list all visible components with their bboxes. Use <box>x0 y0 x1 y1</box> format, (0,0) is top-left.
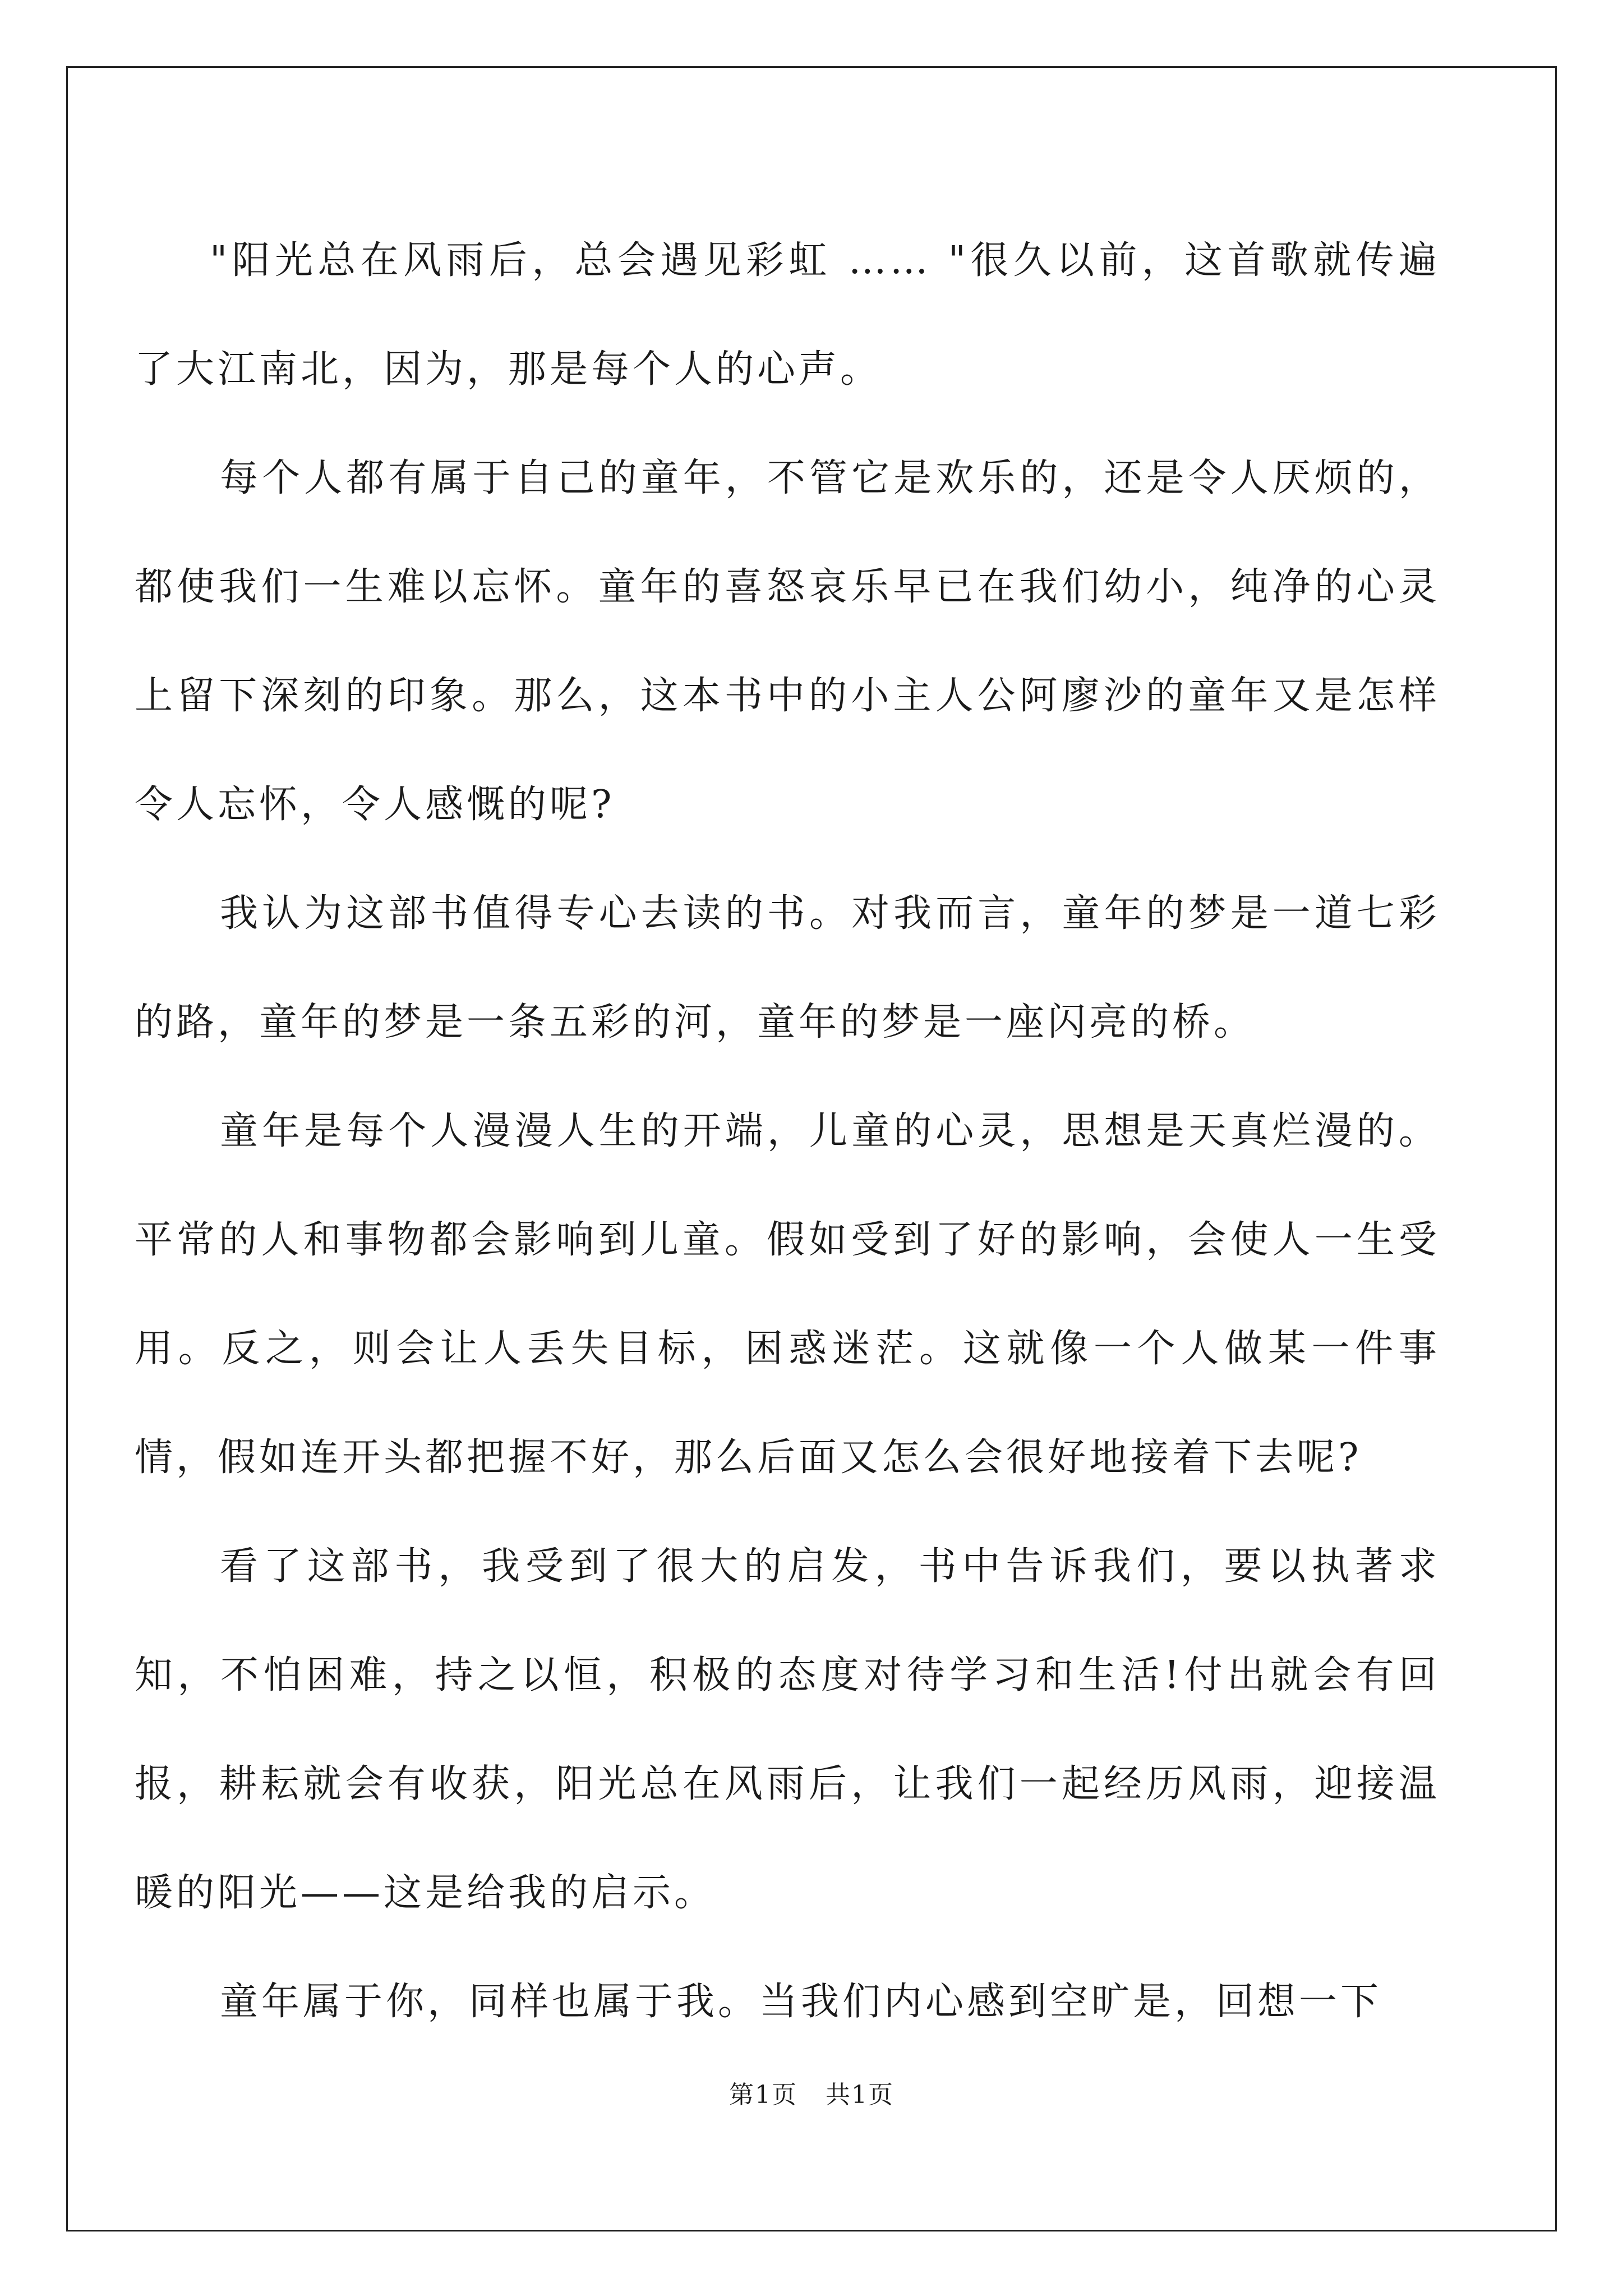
paragraph-5: 看了这部书，我受到了很大的启发，书中告诉我们，要以执著求知，不怕困难，持之以恒，积极的态度对待学习和生活!付出就会有回报，耕耘就会有收获，阳光总在风雨后，让我们一起经历风雨，迎接温暖的阳光——这是给我的启示。 <box>135 1544 1440 1915</box>
paragraph-2: 每个人都有属于自己的童年，不管它是欢乐的，还是令人厌烦的，都使我们一生难以忘怀。童年的喜怒哀乐早已在我们幼小，纯净的心灵上留下深刻的印象。那么，这本书中的小主人公阿廖沙的童年又是怎样令人忘怀，令人感慨的呢? <box>135 456 1440 827</box>
page-number: 第1页 <box>729 2081 797 2109</box>
document-body <box>135 206 1440 2056</box>
paragraph-1: "阳光总在风雨后，总会遇见彩虹 …… "很久以前，这首歌就传遍了大江南北，因为，那是每个人的心声。 <box>135 238 1440 392</box>
paragraph-4: 童年是每个人漫漫人生的开端，儿童的心灵，思想是天真烂漫的。平常的人和事物都会影响到儿童。假如受到了好的影响，会使人一生受用。反之，则会让人丢失目标，困惑迷茫。这就像一个人做某一件事情，假如连开头都把握不好，那么后面又怎么会很好地接着下去呢? <box>135 1109 1440 1480</box>
paragraph-6: 童年属于你，同样也属于我。当我们内心感到空旷是，回想一下 <box>220 1980 1382 2024</box>
page-total: 共1页 <box>826 2081 894 2109</box>
page-footer <box>0 2078 1623 2112</box>
paragraph-3: 我认为这部书值得专心去读的书。对我而言，童年的梦是一道七彩的路，童年的梦是一条五彩的河，童年的梦是一座闪亮的桥。 <box>135 891 1440 1045</box>
